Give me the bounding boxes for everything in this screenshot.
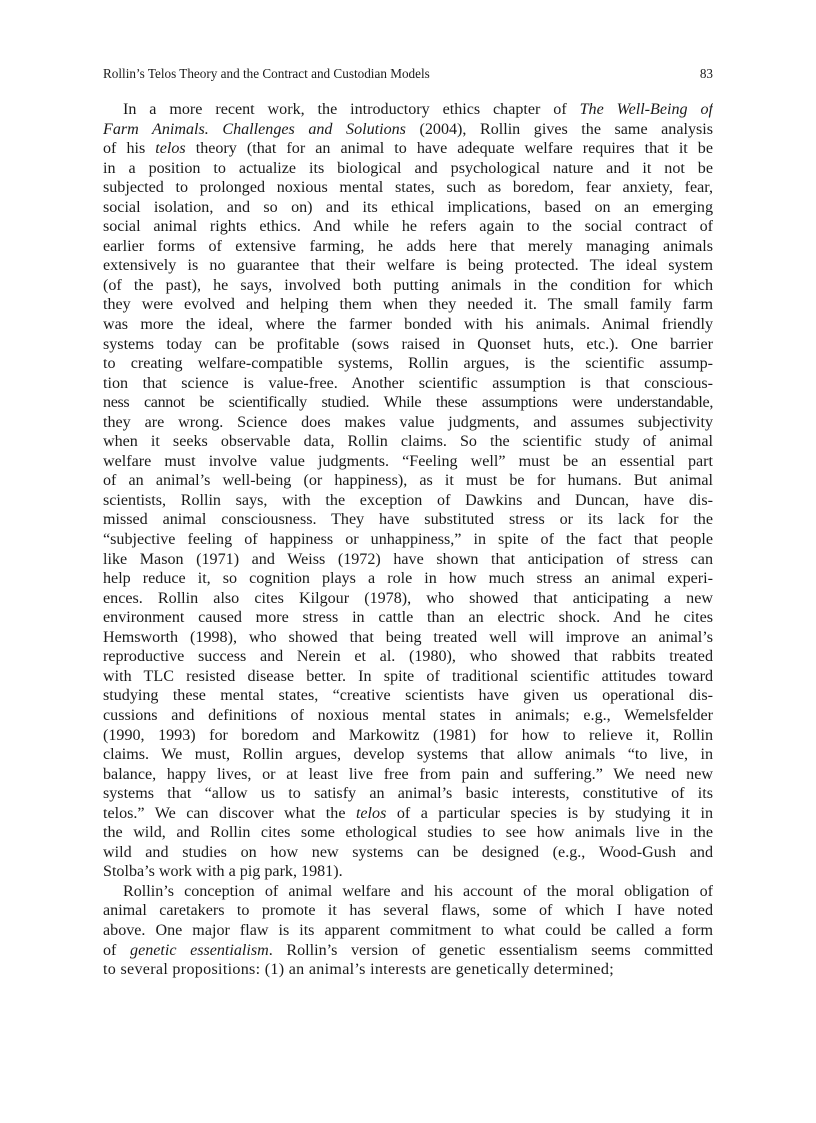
text-run: social isolation, and so on) and its ethical implications, based on an emerging bbox=[103, 198, 713, 216]
text-line bbox=[103, 960, 713, 980]
text-run: systems that “allow us to satisfy an animal’s basic interests, constitutive of its bbox=[103, 785, 713, 803]
running-title: Rollin’s Telos Theory and the Contract and Custodian Models bbox=[103, 66, 430, 81]
text-line bbox=[103, 882, 713, 902]
text-line bbox=[103, 471, 713, 491]
text-run: help reduce it, so cognition plays a role in how much stress an animal experi- bbox=[103, 570, 713, 588]
text-line bbox=[103, 295, 713, 315]
text-line bbox=[103, 120, 713, 140]
text-line bbox=[103, 589, 713, 609]
text-run: environment caused more stress in cattle than an electric shock. And he cites bbox=[103, 609, 713, 627]
text-line bbox=[103, 217, 713, 237]
text-run: of his bbox=[103, 140, 156, 158]
text-run: of a particular species is by studying it in bbox=[386, 804, 713, 822]
text-run: studying these mental states, “creative scientists have given us operational dis- bbox=[103, 687, 713, 705]
text-run: above. One major flaw is its apparent commitment to what could be called a form bbox=[103, 921, 713, 939]
text-run: wild and studies on how new systems can be designed (e.g., Wood-Gush and bbox=[103, 843, 713, 861]
text-run: the wild, and Rollin cites some ethological studies to see how animals live in the bbox=[103, 824, 713, 842]
text-line bbox=[103, 315, 713, 335]
text-run: claims. We must, Rollin argues, develop systems that allow animals “to live, in bbox=[103, 746, 713, 764]
running-head bbox=[103, 66, 713, 82]
italic-text: telos bbox=[155, 140, 186, 158]
italic-text: telos bbox=[355, 804, 387, 822]
text-run: Hemsworth (1998), who showed that being treated well will improve an animal’s bbox=[103, 628, 713, 646]
text-run: to several propositions: (1) an animal’s interests are genetically determined; bbox=[103, 961, 614, 979]
text-run: theory (that for an animal to have adequate welfare requires that it be bbox=[185, 140, 713, 158]
text-line bbox=[103, 139, 713, 159]
text-line bbox=[103, 491, 713, 511]
text-line bbox=[103, 901, 713, 921]
text-run: (of the past), he says, involved both putting animals in the condition for which bbox=[103, 276, 713, 294]
text-line bbox=[103, 354, 713, 374]
text-line bbox=[103, 765, 713, 785]
text-run: was more the ideal, where the farmer bonded with his animals. Animal friendly bbox=[103, 316, 713, 334]
text-line bbox=[103, 628, 713, 648]
text-line bbox=[103, 667, 713, 687]
text-run: when it seeks observable data, Rollin claims. So the scientific study of animal bbox=[103, 433, 713, 451]
text-run: tion that science is value-free. Another scientific assumption is that conscious- bbox=[103, 374, 713, 392]
text-line bbox=[103, 178, 713, 198]
text-run: Stolba’s work with a pig park, 1981). bbox=[103, 863, 343, 881]
text-line bbox=[103, 862, 713, 882]
text-line bbox=[103, 706, 713, 726]
text-run: to creating welfare-compatible systems, Rollin argues, is the scientific assump- bbox=[103, 355, 713, 373]
text-line bbox=[103, 686, 713, 706]
text-run: (2004), Rollin gives the same analysis bbox=[405, 120, 713, 138]
text-run: . Rollin’s version of genetic essentialism seems committed bbox=[268, 941, 713, 959]
text-run: like Mason (1971) and Weiss (1972) have shown that anticipation of stress can bbox=[103, 550, 713, 568]
text-run: missed animal consciousness. They have substituted stress or its lack for the bbox=[103, 511, 713, 529]
text-run: Rollin’s conception of animal welfare and his account of the moral obligation of bbox=[123, 882, 713, 900]
text-run: balance, happy lives, or at least live free from pain and suffering.” We need new bbox=[103, 765, 713, 783]
text-line bbox=[103, 335, 713, 355]
text-run: subjected to prolonged noxious mental states, such as boredom, fear anxiety, fear, bbox=[103, 179, 713, 197]
text-line bbox=[103, 530, 713, 550]
text-run: of bbox=[103, 941, 131, 959]
text-line bbox=[103, 647, 713, 667]
text-line bbox=[103, 608, 713, 628]
text-line bbox=[103, 843, 713, 863]
text-run: of an animal’s well-being (or happiness), as it must be for humans. But animal bbox=[103, 472, 713, 490]
text-run: welfare must involve value judgments. “Feeling well” must be an essential part bbox=[103, 452, 713, 470]
text-line bbox=[103, 452, 713, 472]
text-run: telos.” We can discover what the bbox=[103, 804, 356, 822]
text-line bbox=[103, 276, 713, 296]
text-line bbox=[103, 198, 713, 218]
text-line bbox=[103, 374, 713, 394]
text-run: “subjective feeling of happiness or unhappiness,” in spite of the fact that people bbox=[103, 531, 713, 549]
text-run: with TLC resisted disease better. In spite of traditional scientific attitudes toward bbox=[103, 667, 713, 685]
text-line bbox=[103, 510, 713, 530]
text-line bbox=[103, 237, 713, 257]
text-line bbox=[103, 413, 713, 433]
text-run: reproductive success and Nerein et al. (1980), who showed that rabbits treated bbox=[103, 648, 713, 666]
text-run: extensively is no guarantee that their welfare is being protected. The ideal system bbox=[103, 257, 713, 275]
italic-text: Farm Animals. Challenges and Solutions bbox=[103, 120, 406, 138]
text-line bbox=[103, 921, 713, 941]
text-run: (1990, 1993) for boredom and Markowitz (1981) for how to relieve it, Rollin bbox=[103, 726, 713, 744]
text-line bbox=[103, 823, 713, 843]
text-run: ences. Rollin also cites Kilgour (1978), who showed that anticipating a new bbox=[103, 589, 713, 607]
text-run: ness cannot be scientifically studied. While these assumptions were understandable, bbox=[103, 394, 713, 412]
text-line bbox=[103, 256, 713, 276]
text-run: cussions and definitions of noxious mental states in animals; e.g., Wemelsfelder bbox=[103, 706, 713, 724]
text-line bbox=[103, 941, 713, 961]
text-run: earlier forms of extensive farming, he adds here that merely managing animals bbox=[103, 237, 713, 255]
italic-text: genetic essentialism bbox=[130, 941, 269, 959]
text-run: they were evolved and helping them when they needed it. The small family farm bbox=[103, 296, 713, 314]
text-run: they are wrong. Science does makes value judgments, and assumes subjectivity bbox=[103, 413, 713, 431]
text-line bbox=[103, 726, 713, 746]
text-run: In a more recent work, the introductory ethics chapter of bbox=[123, 101, 580, 118]
text-line bbox=[103, 159, 713, 179]
text-line bbox=[103, 569, 713, 589]
text-line bbox=[103, 804, 713, 824]
body-text bbox=[103, 100, 713, 980]
text-run: in a position to actualize its biological and psychological nature and it not be bbox=[103, 159, 713, 177]
page-number: 83 bbox=[699, 66, 713, 81]
text-line bbox=[103, 432, 713, 452]
text-line bbox=[103, 100, 713, 120]
text-line bbox=[103, 745, 713, 765]
text-line bbox=[103, 550, 713, 570]
text-run: systems today can be profitable (sows raised in Quonset huts, etc.). One barrier bbox=[103, 335, 713, 353]
text-run: social animal rights ethics. And while he refers again to the social contract of bbox=[103, 218, 713, 236]
text-line bbox=[103, 393, 713, 413]
text-run: scientists, Rollin says, with the exception of Dawkins and Duncan, have dis- bbox=[103, 491, 713, 509]
text-line bbox=[103, 784, 713, 804]
text-run: animal caretakers to promote it has several flaws, some of which I have noted bbox=[103, 902, 713, 920]
italic-text: The Well-Being of bbox=[579, 101, 713, 118]
